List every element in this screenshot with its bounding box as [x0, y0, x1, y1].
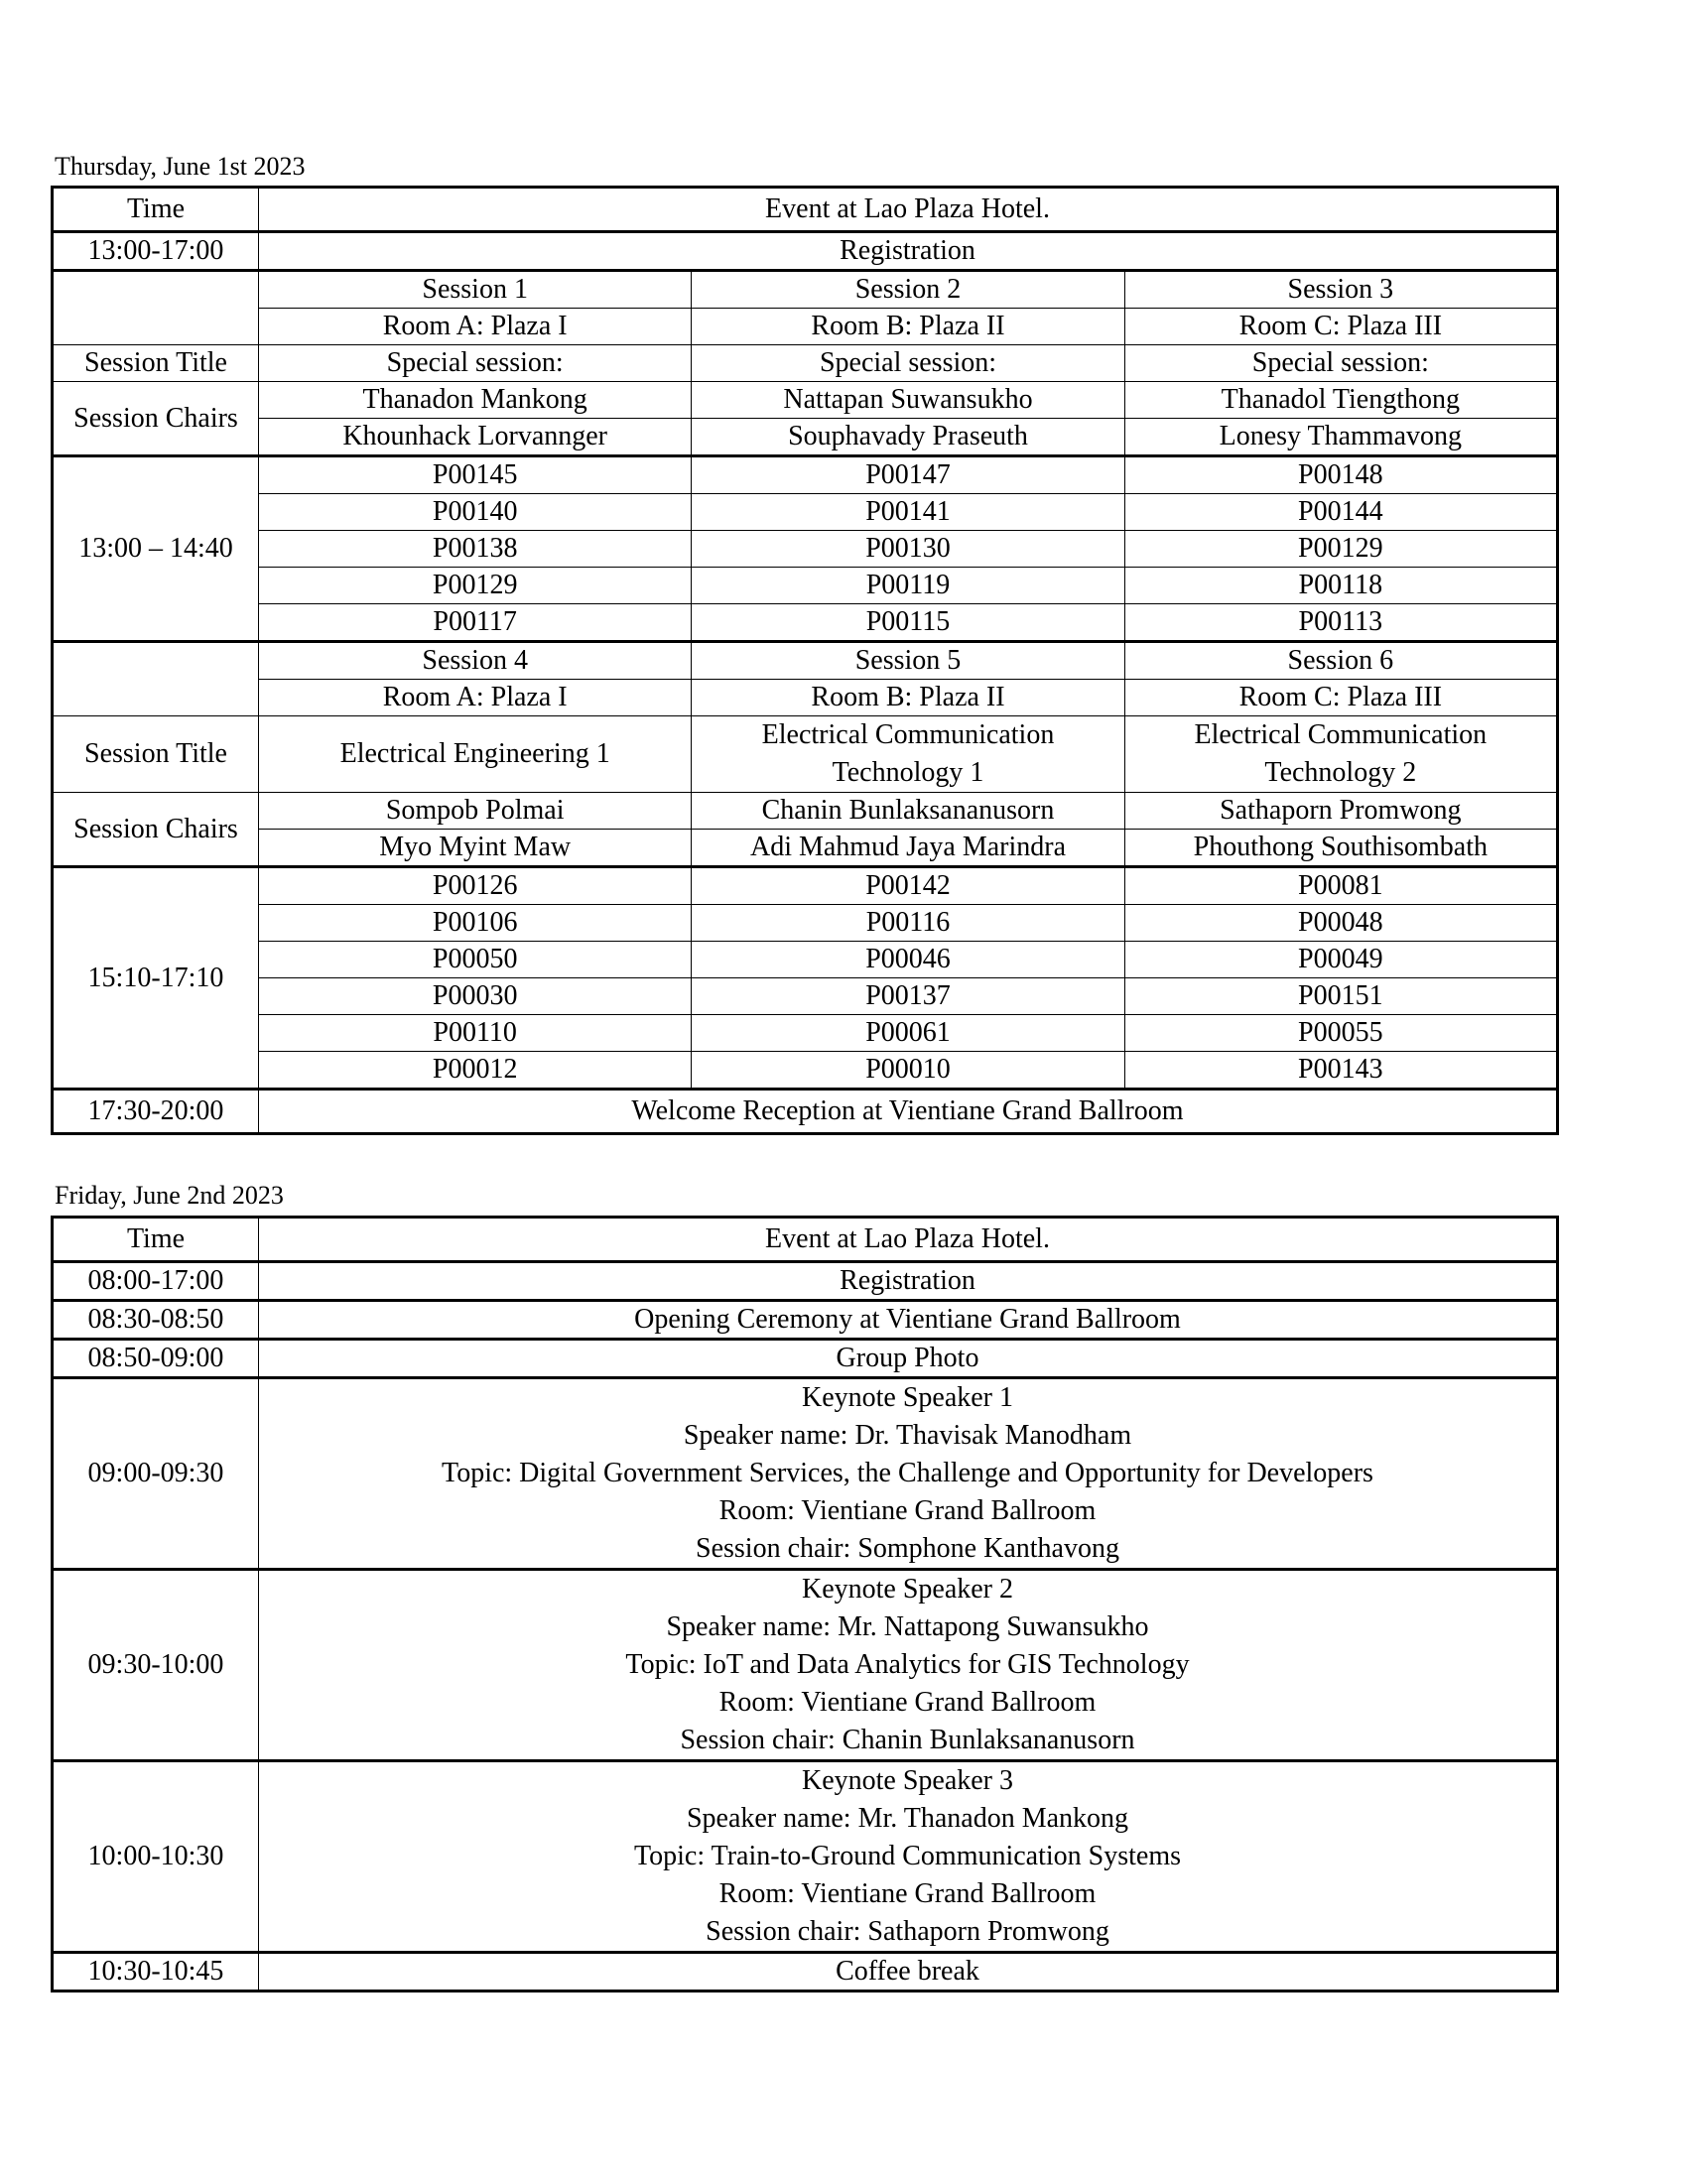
paper-id: P00129 [259, 568, 692, 604]
row-time: 08:30-08:50 [53, 1301, 259, 1340]
session-title-row [53, 716, 1558, 793]
keynote-speaker: Speaker name: Mr. Nattapong Suwansukho [666, 1611, 1149, 1642]
paper-id: P00012 [259, 1052, 692, 1090]
table-header-row [53, 1218, 1558, 1262]
room-name: Room C: Plaza III [1124, 680, 1557, 716]
session-chairs-row [53, 830, 1558, 867]
reception-time: 17:30-20:00 [53, 1090, 259, 1134]
session-name: Session 2 [692, 271, 1124, 309]
keynote-time: 10:00-10:30 [53, 1761, 259, 1953]
day2-schedule-table [51, 1216, 1559, 1992]
session-title: Electrical Communication Technology 1 [692, 716, 1124, 793]
paper-row [53, 531, 1558, 568]
day2-date-label: Friday, June 2nd 2023 [55, 1181, 284, 1210]
coffee-time: 10:30-10:45 [53, 1953, 259, 1991]
paper-id: P00129 [1124, 531, 1557, 568]
keynote-row [53, 1570, 1558, 1761]
paper-id: P00030 [259, 978, 692, 1015]
paper-id: P00055 [1124, 1015, 1557, 1052]
chair-name: Sompob Polmai [259, 793, 692, 830]
session-title-label: Session Title [53, 345, 259, 382]
session-name: Session 5 [692, 642, 1124, 680]
block-time: 13:00 – 14:40 [53, 456, 259, 642]
keynote-details [259, 1378, 1558, 1570]
reception-label: Welcome Reception at Vientiane Grand Ballroom [259, 1090, 1558, 1134]
paper-id: P00143 [1124, 1052, 1557, 1090]
paper-id: P00126 [259, 867, 692, 905]
chair-name: Khounhack Lorvannger [259, 419, 692, 456]
time-header: Time [53, 1218, 259, 1262]
time-header: Time [53, 188, 259, 232]
keynote-row [53, 1761, 1558, 1953]
paper-id: P00081 [1124, 867, 1557, 905]
paper-id: P00147 [692, 456, 1124, 494]
keynote-topic: Topic: IoT and Data Analytics for GIS Technology [625, 1649, 1190, 1680]
session-name: Session 1 [259, 271, 692, 309]
paper-row [53, 905, 1558, 942]
paper-id: P00116 [692, 905, 1124, 942]
paper-id: P00140 [259, 494, 692, 531]
keynote-time: 09:30-10:00 [53, 1570, 259, 1761]
reception-row [53, 1090, 1558, 1134]
chair-name: Phouthong Southisombath [1124, 830, 1557, 867]
paper-id: P00151 [1124, 978, 1557, 1015]
session-chairs-label: Session Chairs [53, 793, 259, 867]
row-label: Registration [259, 1262, 1558, 1301]
paper-row [53, 867, 1558, 905]
keynote-room: Room: Vientiane Grand Ballroom [718, 1878, 1097, 1909]
paper-id: P00117 [259, 604, 692, 642]
paper-id: P00049 [1124, 942, 1557, 978]
paper-row [53, 604, 1558, 642]
row-label: Group Photo [259, 1340, 1558, 1378]
paper-row [53, 978, 1558, 1015]
paper-id: P00118 [1124, 568, 1557, 604]
registration-time: 13:00-17:00 [53, 232, 259, 271]
event-header: Event at Lao Plaza Hotel. [259, 188, 1558, 232]
chair-name: Souphavady Praseuth [692, 419, 1124, 456]
chair-name: Thanadon Mankong [259, 382, 692, 419]
day1-date-label: Thursday, June 1st 2023 [55, 152, 306, 181]
keynote-chair: Session chair: Chanin Bunlaksananusorn [680, 1725, 1135, 1755]
chair-name: Nattapan Suwansukho [692, 382, 1124, 419]
paper-id: P00048 [1124, 905, 1557, 942]
paper-row [53, 456, 1558, 494]
chair-name: Myo Myint Maw [259, 830, 692, 867]
session-title-row [53, 345, 1558, 382]
paper-row [53, 942, 1558, 978]
keynote-details [259, 1570, 1558, 1761]
keynote-chair: Session chair: Somphone Kanthavong [696, 1533, 1119, 1564]
schedule-row [53, 1301, 1558, 1340]
registration-row [53, 232, 1558, 271]
room-name: Room A: Plaza I [259, 680, 692, 716]
room-name: Room C: Plaza III [1124, 309, 1557, 345]
session-title-label: Session Title [53, 716, 259, 793]
session-chairs-row [53, 419, 1558, 456]
paper-id: P00050 [259, 942, 692, 978]
keynote-details [259, 1761, 1558, 1953]
room-row [53, 309, 1558, 345]
table-header-row [53, 188, 1558, 232]
coffee-label: Coffee break [259, 1953, 1558, 1991]
paper-id: P00148 [1124, 456, 1557, 494]
paper-id: P00137 [692, 978, 1124, 1015]
paper-id: P00130 [692, 531, 1124, 568]
session-chairs-label: Session Chairs [53, 382, 259, 456]
session-name: Session 6 [1124, 642, 1557, 680]
row-time: 08:00-17:00 [53, 1262, 259, 1301]
paper-id: P00010 [692, 1052, 1124, 1090]
chair-name: Chanin Bunlaksananusorn [692, 793, 1124, 830]
session-title: Special session: [1124, 345, 1557, 382]
keynote-topic: Topic: Digital Government Services, the Challenge and Opportunity for Developers [442, 1458, 1373, 1488]
keynote-room: Room: Vientiane Grand Ballroom [718, 1495, 1097, 1526]
paper-row [53, 1015, 1558, 1052]
chair-name: Thanadol Tiengthong [1124, 382, 1557, 419]
keynote-title: Keynote Speaker 3 [801, 1765, 1014, 1796]
room-name: Room A: Plaza I [259, 309, 692, 345]
schedule-row [53, 1262, 1558, 1301]
keynote-row [53, 1378, 1558, 1570]
paper-id: P00119 [692, 568, 1124, 604]
paper-id: P00106 [259, 905, 692, 942]
paper-id: P00110 [259, 1015, 692, 1052]
row-label: Opening Ceremony at Vientiane Grand Ballroom [259, 1301, 1558, 1340]
room-row [53, 680, 1558, 716]
session-title: Special session: [692, 345, 1124, 382]
session-chairs-row [53, 382, 1558, 419]
session-title: Special session: [259, 345, 692, 382]
paper-id: P00115 [692, 604, 1124, 642]
keynote-topic: Topic: Train-to-Ground Communication Systems [633, 1841, 1182, 1871]
keynote-title: Keynote Speaker 2 [801, 1574, 1014, 1605]
event-header: Event at Lao Plaza Hotel. [259, 1218, 1558, 1262]
coffee-break-row [53, 1953, 1558, 1991]
session-row [53, 271, 1558, 309]
keynote-room: Room: Vientiane Grand Ballroom [718, 1687, 1097, 1718]
session-row [53, 642, 1558, 680]
keynote-speaker: Speaker name: Mr. Thanadon Mankong [686, 1803, 1129, 1834]
keynote-title: Keynote Speaker 1 [801, 1382, 1014, 1413]
session-title: Electrical Engineering 1 [259, 716, 692, 793]
room-name: Room B: Plaza II [692, 309, 1124, 345]
empty-cell [53, 642, 259, 716]
session-chairs-row [53, 793, 1558, 830]
paper-id: P00061 [692, 1015, 1124, 1052]
registration-label: Registration [259, 232, 1558, 271]
room-name: Room B: Plaza II [692, 680, 1124, 716]
keynote-time: 09:00-09:30 [53, 1378, 259, 1570]
row-time: 08:50-09:00 [53, 1340, 259, 1378]
paper-id: P00145 [259, 456, 692, 494]
chair-name: Sathaporn Promwong [1124, 793, 1557, 830]
paper-id: P00141 [692, 494, 1124, 531]
chair-name: Adi Mahmud Jaya Marindra [692, 830, 1124, 867]
paper-id: P00113 [1124, 604, 1557, 642]
block-time: 15:10-17:10 [53, 867, 259, 1090]
chair-name: Lonesy Thammavong [1124, 419, 1557, 456]
paper-row [53, 568, 1558, 604]
paper-id: P00138 [259, 531, 692, 568]
paper-row [53, 494, 1558, 531]
paper-id: P00144 [1124, 494, 1557, 531]
paper-id: P00142 [692, 867, 1124, 905]
paper-row [53, 1052, 1558, 1090]
keynote-chair: Session chair: Sathaporn Promwong [706, 1916, 1109, 1947]
session-title: Electrical Communication Technology 2 [1124, 716, 1557, 793]
schedule-row [53, 1340, 1558, 1378]
paper-id: P00046 [692, 942, 1124, 978]
empty-cell [53, 271, 259, 345]
session-name: Session 4 [259, 642, 692, 680]
keynote-speaker: Speaker name: Dr. Thavisak Manodham [683, 1420, 1132, 1451]
session-name: Session 3 [1124, 271, 1557, 309]
day1-schedule-table [51, 186, 1559, 1135]
